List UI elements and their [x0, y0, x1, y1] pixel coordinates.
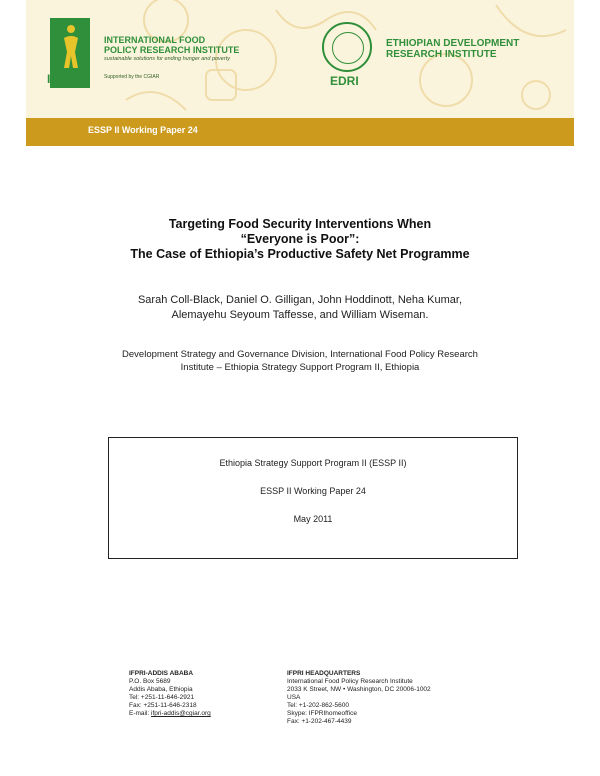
edri-name: ETHIOPIAN DEVELOPMENT RESEARCH INSTITUTE	[386, 38, 520, 60]
info-paper: ESSP II Working Paper 24	[260, 486, 366, 496]
ifpri-tagline: sustainable solutions for ending hunger and poverty	[104, 56, 230, 62]
address-hq: IFPRI HEADQUARTERS International Food Policy Research Institute 2033 K Street, NW • Washington, DC 20006-1002 USA Tel: +1-202-862-5600 Skype: IFPRIhomeoffice Fax: +1-202-467-4439	[287, 670, 431, 725]
address-addis: IFPRI-ADDIS ABABA P.O. Box 5689 Addis Ababa, Ethiopia Tel: +251-11-646-2921 Fax: +251-11-646-2318 E-mail: ifpri-addis@cgiar.org	[129, 670, 211, 717]
affiliation-line-1: Development Strategy and Governance Division, International Food Policy Research	[122, 349, 478, 360]
affiliation-line-2: Institute – Ethiopia Strategy Support Program II, Ethiopia	[180, 362, 420, 373]
ifpri-mark: IFPRI®	[47, 72, 88, 86]
ifpri-supported: Supported by the CGIAR	[104, 74, 160, 80]
series-bar	[26, 118, 574, 146]
title-line-2: “Everyone is Poor”:	[240, 232, 360, 246]
info-box	[108, 437, 518, 559]
title-line-3: The Case of Ethiopia’s Productive Safety Net Programme	[130, 247, 470, 261]
edri-emblem-icon	[322, 22, 372, 72]
info-program: Ethiopia Strategy Support Program II (ESSP II)	[219, 458, 407, 468]
title-line-1: Targeting Food Security Interventions When	[168, 217, 432, 231]
info-date: May 2011	[293, 514, 333, 524]
email-link[interactable]: ifpri-addis@cgiar.org	[151, 710, 211, 717]
people-figure-icon	[60, 24, 82, 70]
series-label: ESSP II Working Paper 24	[88, 125, 198, 135]
ifpri-name: INTERNATIONAL FOOD POLICY RESEARCH INSTITUTE	[104, 35, 240, 55]
authors-line-1: Sarah Coll-Black, Daniel O. Gilligan, John Hoddinott, Neha Kumar,	[137, 294, 463, 306]
edri-mark: EDRI	[330, 74, 359, 88]
authors-line-2: Alemayehu Seyoum Taffesse, and William Wiseman.	[171, 309, 429, 321]
